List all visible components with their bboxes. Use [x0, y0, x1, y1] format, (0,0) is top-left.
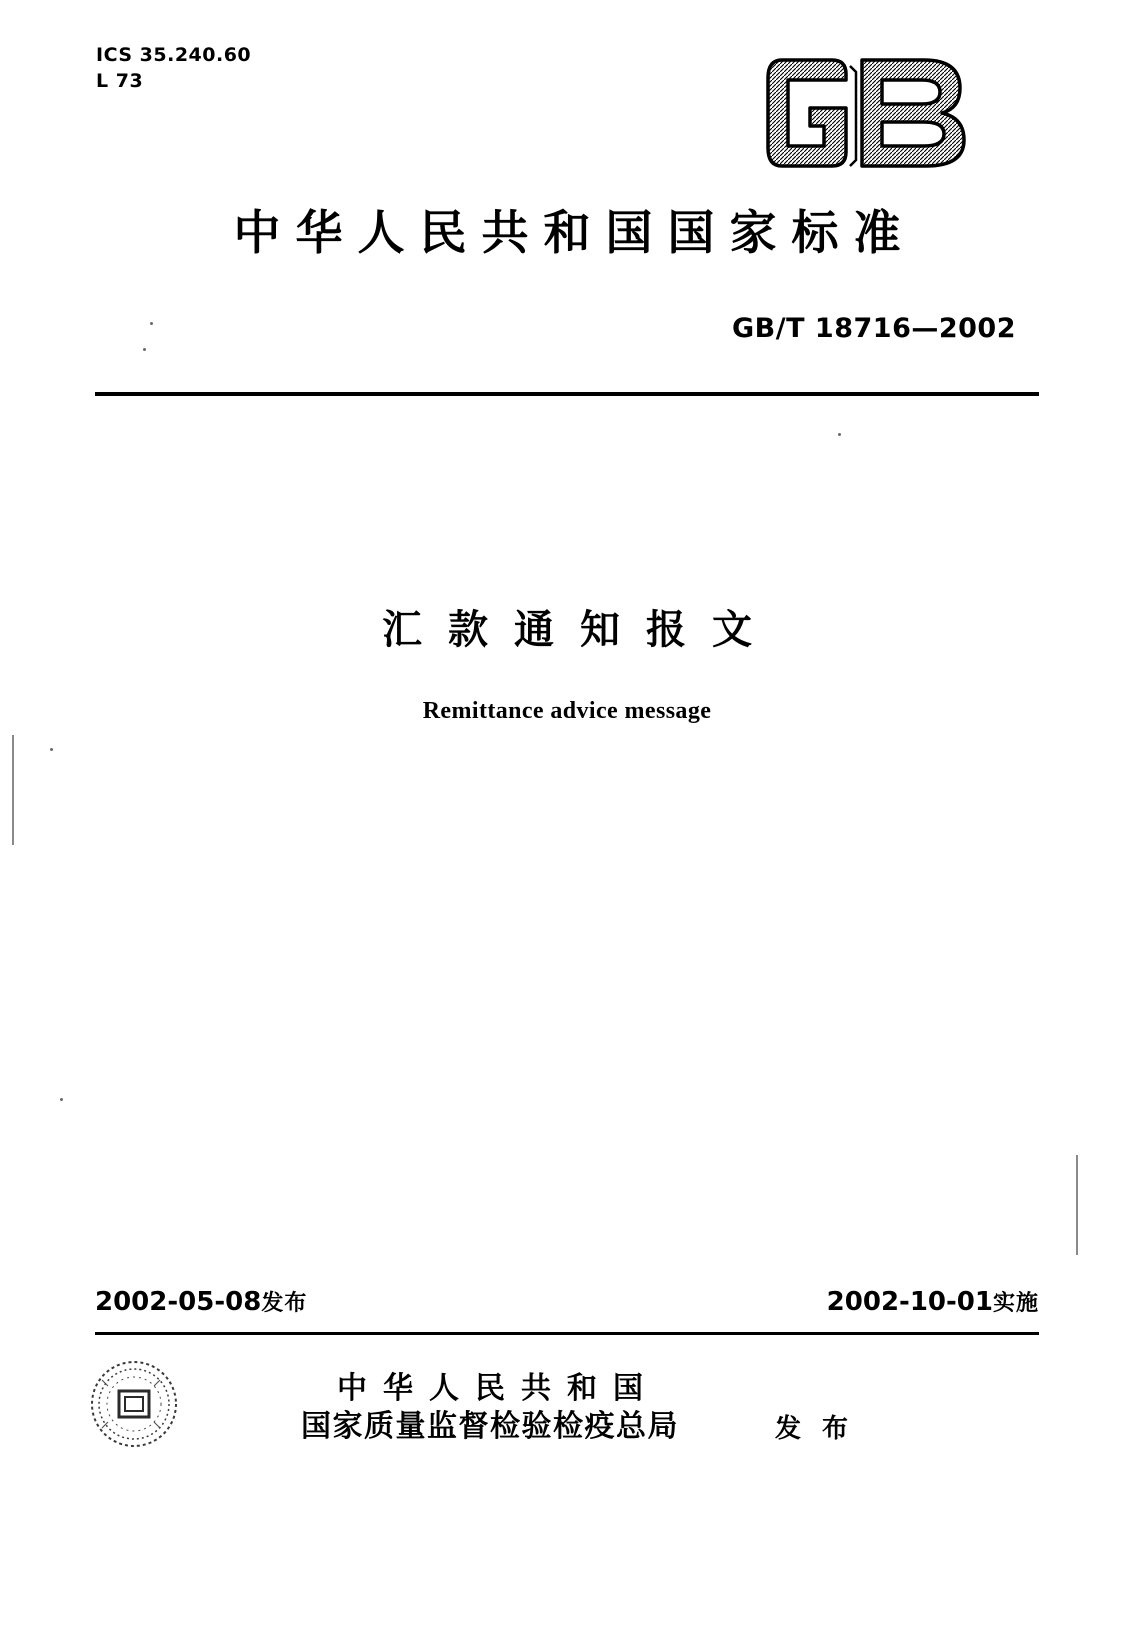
- implementation-date-value: 2002-10-01: [826, 1287, 993, 1317]
- document-title-english: Remittance advice message: [422, 698, 712, 724]
- ics-code: ICS 35.240.60: [96, 44, 252, 66]
- issuer-line-1: 中华人民共和国: [337, 1371, 659, 1406]
- scan-edge-line-right: [1076, 1155, 1078, 1255]
- scan-edge-line-left: [12, 735, 14, 845]
- standard-number: GB/T 18716—2002: [732, 313, 1016, 344]
- scan-speck: [50, 748, 53, 751]
- implementation-date: [827, 1286, 1039, 1317]
- implementation-date-label: 实施: [992, 1291, 1039, 1316]
- ics-classification-block: [96, 42, 251, 94]
- issue-date-value: 2002-05-08: [95, 1287, 262, 1317]
- issuing-authority: [240, 1370, 740, 1445]
- scan-speck: [838, 433, 841, 436]
- issue-date: [95, 1286, 307, 1317]
- scan-speck: [143, 348, 146, 351]
- scan-speck: [60, 1098, 63, 1101]
- classification-code: L 73: [96, 70, 144, 93]
- document-title-chinese: 汇款通知报文: [382, 607, 778, 653]
- scan-speck: [150, 322, 153, 325]
- official-seal-icon: [88, 1358, 180, 1450]
- issuer-publish-label: 发 布: [775, 1414, 855, 1444]
- issue-date-label: 发布: [261, 1291, 308, 1316]
- footer-divider: [95, 1332, 1039, 1335]
- header-divider: [95, 392, 1039, 396]
- national-standard-title: 中华人民共和国国家标准: [233, 206, 916, 261]
- issuer-line-2: 国家质量监督检验检疫总局: [301, 1408, 679, 1444]
- gb-emblem-icon: [764, 52, 979, 172]
